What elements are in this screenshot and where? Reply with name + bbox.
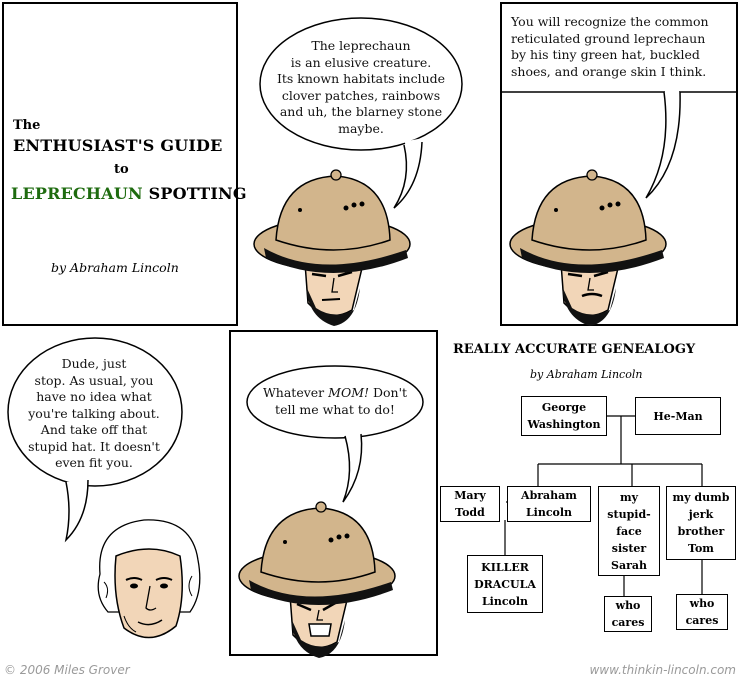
box-line: Todd — [455, 506, 485, 519]
washington-head-icon — [80, 516, 220, 658]
caption-line: shoes, and orange skin I think. — [511, 63, 707, 79]
caption-line: You will recognize the common — [511, 14, 709, 29]
box-sister-sarah — [598, 486, 660, 576]
panel5-speech — [249, 385, 421, 418]
box-line: Lincoln — [525, 506, 573, 519]
box-line: Tom — [688, 542, 714, 555]
box-line: brother — [677, 525, 725, 538]
copyright-text: © 2006 Miles Grover — [4, 663, 130, 677]
box-he-man — [635, 397, 721, 435]
box-line: He-Man — [653, 409, 703, 423]
box-line: jerk — [688, 508, 714, 521]
panel-4 — [0, 332, 226, 658]
site-url: www.thinkin-lincoln.com — [589, 663, 736, 677]
box-killer-dracula — [467, 555, 543, 613]
box-line: cares — [611, 616, 645, 629]
cover-green-word: LEPRECHAUN — [11, 184, 143, 203]
box-george-washington — [521, 396, 607, 436]
box-line: Sarah — [611, 558, 647, 572]
cover-line-to: to — [114, 162, 129, 177]
box-line: my — [619, 490, 639, 504]
cover-line-the: The — [13, 118, 41, 133]
speech-line: stupid hat. It doesn't — [28, 438, 160, 454]
box-line: Lincoln — [481, 594, 529, 608]
cover-spotting-word: SPOTTING — [142, 184, 247, 203]
speech-line: tell me what to do! — [275, 401, 395, 417]
panel-2 — [244, 0, 496, 328]
speech-line: And take off that — [40, 422, 148, 437]
box-line: DRACULA — [474, 577, 536, 591]
box-line: face — [616, 524, 642, 538]
cover-panel — [2, 2, 247, 326]
box-line: Washington — [527, 418, 601, 431]
speech-line: is an elusive creature. — [290, 54, 432, 70]
speech-line: have no idea what — [36, 389, 152, 404]
caption-line: reticulated ground leprechaun — [511, 30, 706, 46]
box-who-cares-sarah — [604, 596, 652, 632]
speech-line: and uh, the blarney stone — [279, 104, 443, 119]
speech-line: even fit you. — [55, 455, 133, 470]
speech-line: The leprechaun — [311, 38, 411, 53]
genealogy-byline: by Abraham Lincoln — [530, 368, 643, 381]
lincoln-head-icon — [250, 168, 410, 328]
cover-title-main: ENTHUSIAST'S GUIDE — [13, 136, 223, 155]
cover-title-subject — [11, 184, 247, 203]
speech-line — [249, 385, 421, 402]
box-line: KILLER — [481, 560, 529, 574]
panel4-speech — [14, 356, 174, 472]
speech-line: stop. As usual, you — [34, 372, 154, 388]
box-line: cares — [685, 614, 719, 627]
box-line: Mary — [454, 489, 486, 502]
lincoln-head-icon — [235, 500, 395, 660]
speech-post: Don't — [369, 385, 408, 400]
panel3-caption — [511, 14, 735, 80]
genealogy-panel — [440, 330, 740, 660]
speech-pre: Whatever — [262, 385, 329, 400]
box-line: stupid- — [607, 507, 651, 521]
box-line: Abraham — [521, 489, 577, 502]
box-mary-todd — [440, 486, 500, 522]
speech-line: Its known habitats include — [276, 71, 446, 86]
genealogy-title: REALLY ACCURATE GENEALOGY — [453, 342, 696, 357]
speech-line: clover patches, rainbows — [281, 87, 441, 103]
box-line: who — [689, 597, 715, 610]
caption-line: by his tiny green hat, buckled — [511, 47, 700, 62]
speech-line: Dude, just — [61, 356, 127, 371]
box-line: George — [541, 401, 587, 414]
box-brother-tom — [666, 486, 736, 560]
speech-emphasis: MOM! — [328, 385, 370, 400]
box-line: my dumb — [672, 491, 730, 504]
box-line: who — [615, 599, 641, 612]
cover-byline: by Abraham Lincoln — [51, 260, 179, 275]
speech-line: maybe. — [338, 120, 384, 136]
box-abraham-lincoln — [507, 486, 591, 522]
panel-3 — [500, 2, 738, 326]
panel-5 — [229, 330, 438, 656]
speech-line: you're talking about. — [28, 405, 160, 421]
panel2-speech — [260, 38, 462, 137]
box-line: sister — [611, 541, 647, 555]
box-who-cares-tom — [676, 594, 728, 630]
lincoln-head-icon — [506, 168, 666, 328]
